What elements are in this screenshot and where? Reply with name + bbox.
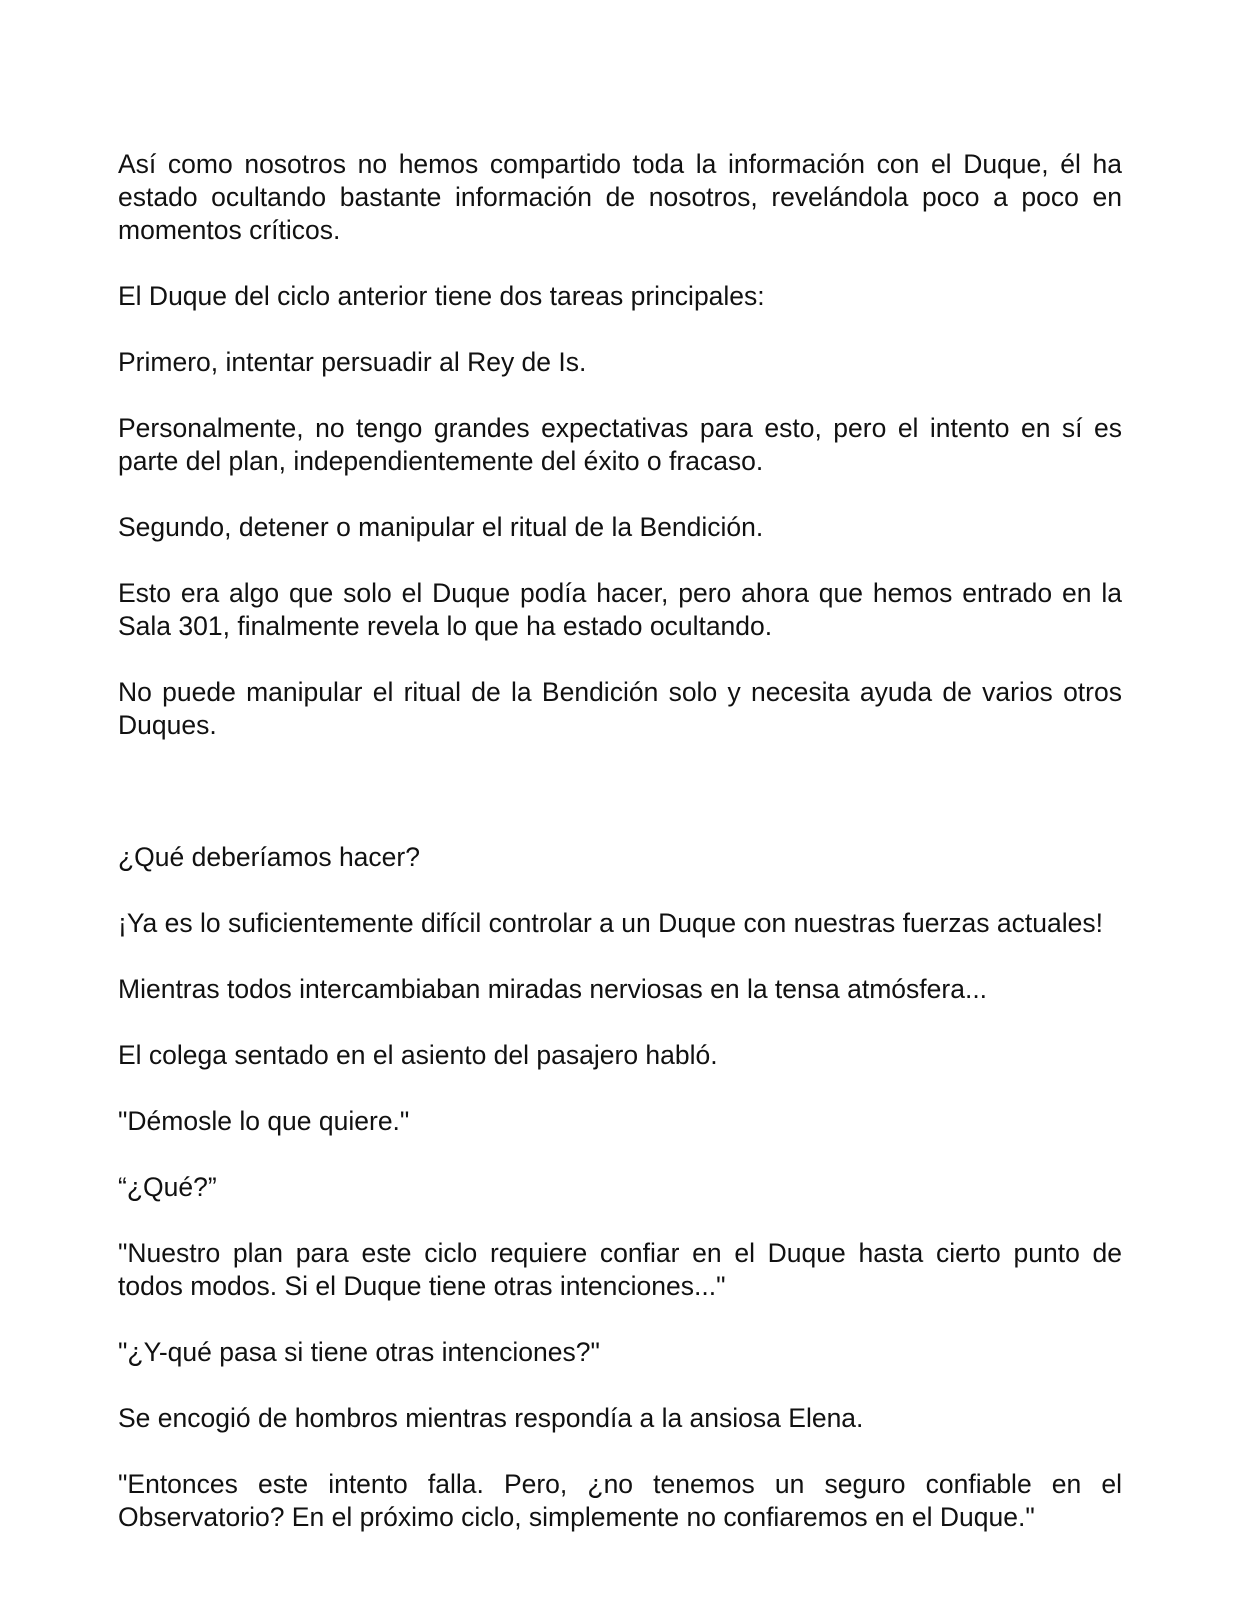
paragraph: Segundo, detener o manipular el ritual de la Bendición. [118, 512, 764, 542]
paragraph: "Entonces este intento falla. Pero, ¿no tenemos un seguro confiable en el Observatorio? En el próximo ciclo, simplemente no confiaremos en el Duque." [118, 1469, 1122, 1532]
paragraph: ¡Ya es lo suficientemente difícil controlar a un Duque con nuestras fuerzas actuales! [118, 908, 1103, 938]
paragraph: Así como nosotros no hemos compartido toda la información con el Duque, él ha estado ocultando bastante información de nosotros, revelándola poco a poco en momentos críticos. [118, 149, 1122, 245]
paragraph: El colega sentado en el asiento del pasajero habló. [118, 1040, 718, 1070]
paragraph: Se encogió de hombros mientras respondía a la ansiosa Elena. [118, 1403, 864, 1433]
paragraph: "Nuestro plan para este ciclo requiere confiar en el Duque hasta cierto punto de todos modos. Si el Duque tiene otras intenciones..." [118, 1238, 1122, 1301]
paragraph: Mientras todos intercambiaban miradas nerviosas en la tensa atmósfera... [118, 974, 988, 1004]
paragraph: No puede manipular el ritual de la Bendición solo y necesita ayuda de varios otros Duques. [118, 677, 1122, 740]
document-body [118, 148, 1122, 1534]
paragraph: Personalmente, no tengo grandes expectativas para esto, pero el intento en sí es parte del plan, independientemente del éxito o fracaso. [118, 413, 1122, 476]
paragraph: Esto era algo que solo el Duque podía hacer, pero ahora que hemos entrado en la Sala 301, finalmente revela lo que ha estado ocultando. [118, 578, 1122, 641]
paragraph: El Duque del ciclo anterior tiene dos tareas principales: [118, 281, 765, 311]
paragraph: Primero, intentar persuadir al Rey de Is. [118, 347, 587, 377]
paragraph: "¿Y-qué pasa si tiene otras intenciones?" [118, 1337, 600, 1367]
paragraph: "Démosle lo que quiere." [118, 1106, 410, 1136]
paragraph: ¿Qué deberíamos hacer? [118, 842, 420, 872]
paragraph: “¿Qué?” [118, 1172, 217, 1202]
